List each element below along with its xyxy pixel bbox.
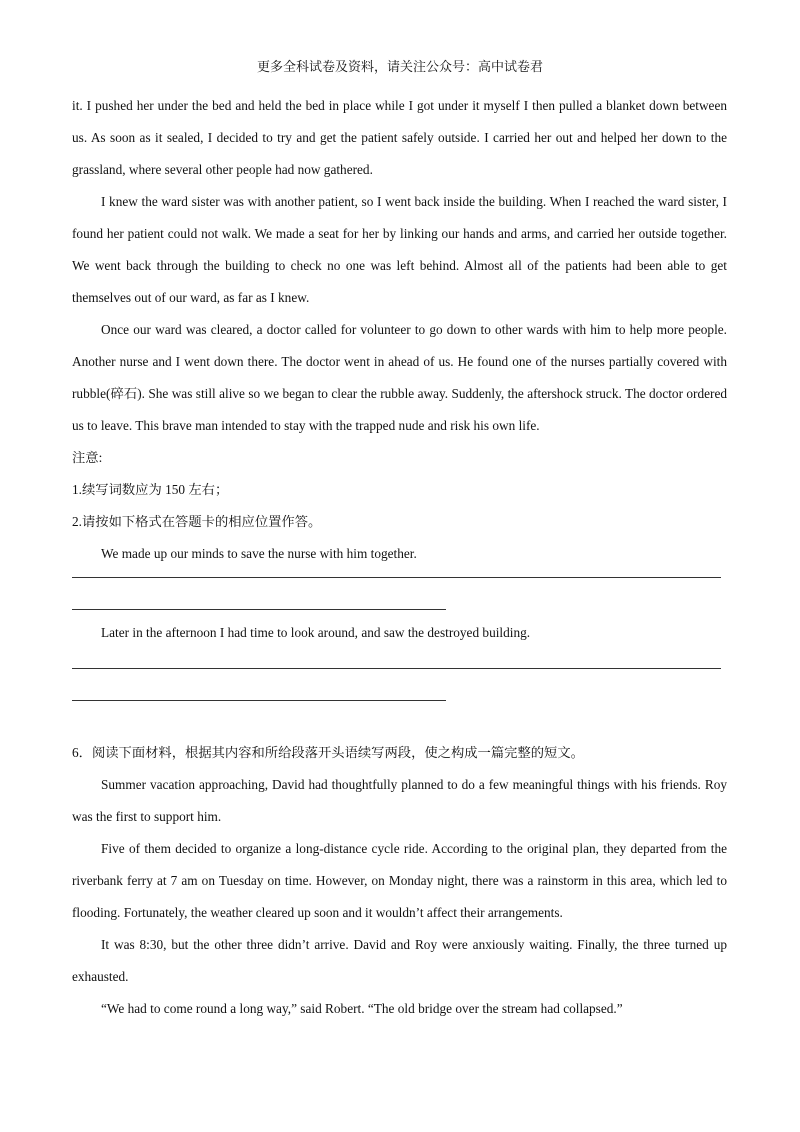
prompt2-block [72,617,727,649]
paragraph: “We had to come round a long way,” said Robert. “The old bridge over the stream had collapsed.” [101,1001,623,1016]
page-header: 更多全科试卷及资料，请关注公众号：高中试卷君 [256,59,543,74]
paragraph: It was 8:30, but the other three didn’t arrive. David and Roy were anxiously waiting. Finally, the three turned up exhausted. [72,937,727,984]
paragraph: I knew the ward sister was with another patient, so I went back inside the building. When I reached the ward sister, I found her patient could not walk. We made a seat for her by linking our hands and arms, and carried her outside together. We went back through the building to check no one was left behind. Almost all of the patients had been able to get themselves out of our ward, as far as I knew. [72,194,727,305]
section5-text [72,90,727,570]
note-item: 2.请按如下格式在答题卡的相应位置作答。 [72,514,322,529]
answer-line [72,577,721,578]
continuation-prompt-1: We made up our minds to save the nurse with him together. [101,546,417,561]
note-title: 注意: [72,450,103,465]
answer-line [72,700,446,701]
answer-line [72,668,721,669]
question-6-title: 6．阅读下面材料，根据其内容和所给段落开头语续写两段，使之构成一篇完整的短文。 [72,745,584,760]
note-item: 1.续写词数应为 150 左右； [72,482,229,497]
paragraph: Once our ward was cleared, a doctor called for volunteer to go down to other wards with him to help more people. Another nurse and I went down there. The doctor went in ahead of us. He found one of the nurses partially covered with rubble(碎石). She was still alive so we began to clear the rubble away. Suddenly, the aftershock struck. The doctor ordered us to leave. This brave man intended to stay with the trapped nude and risk his own life. [72,322,727,433]
paragraph: Summer vacation approaching, David had thoughtfully planned to do a few meaningful things with his friends. Roy was the first to support him. [72,777,727,824]
answer-line [72,609,446,610]
continuation-prompt-2: Later in the afternoon I had time to look around, and saw the destroyed building. [101,625,531,640]
paragraph: Five of them decided to organize a long-distance cycle ride. According to the original plan, they departed from the riverbank ferry at 7 am on Tuesday on time. However, on Monday night, there was a rainstorm in this area, which led to flooding. Fortunately, the weather cleared up soon and it wouldn’t affect their arrangements. [72,841,727,920]
paragraph: it. I pushed her under the bed and held the bed in place while I got under it myself I then pulled a blanket down between us. As soon as it sealed, I decided to try and get the patient safely outside. I carried her out and helped her down to the grassland, where several other people had now gathered. [72,98,727,177]
section6-text [72,737,727,1025]
